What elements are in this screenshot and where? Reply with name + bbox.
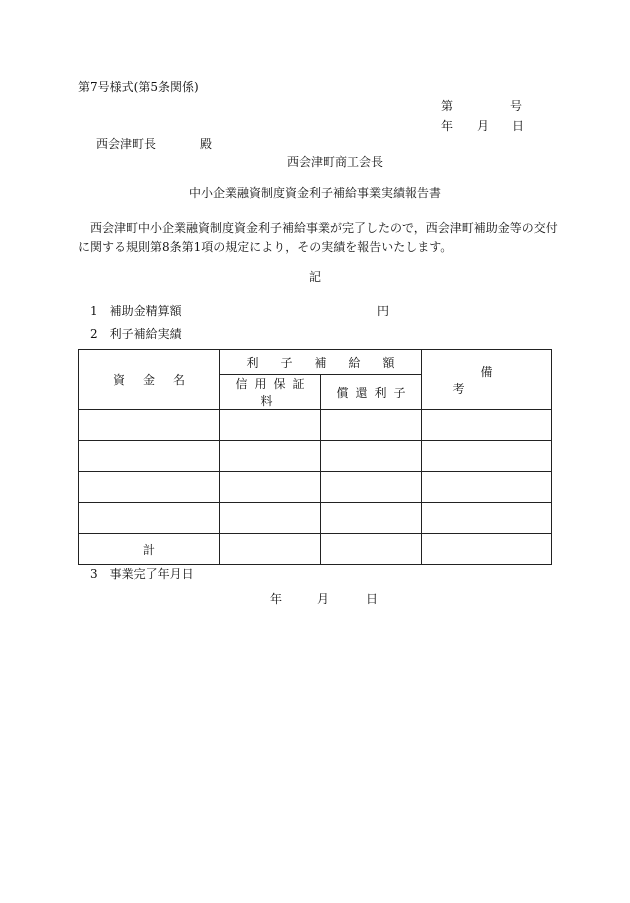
table-row <box>79 472 552 503</box>
completion-year-label: 年 <box>270 592 283 606</box>
remarks-header: 備考 <box>422 350 552 410</box>
date-day-label: 日 <box>512 119 525 133</box>
credit-guarantee-fee-header: 信用保証料 <box>220 375 321 410</box>
date-year-label: 年 <box>441 119 454 133</box>
total-credit-fee-cell[interactable] <box>220 534 321 565</box>
ki-marker: 記 <box>308 270 321 284</box>
document-number-label: 第 <box>441 99 454 113</box>
credit-fee-cell[interactable] <box>220 503 321 534</box>
table-total-row <box>79 534 552 565</box>
document-title: 中小企業融資制度資金利子補給事業実績報告書 <box>188 186 441 200</box>
addressee-honorific: 殿 <box>200 137 213 151</box>
repayment-interest-cell[interactable] <box>321 472 422 503</box>
fund-name-cell[interactable] <box>79 472 220 503</box>
fund-name-header: 資金名 <box>79 350 220 410</box>
date-month-label: 月 <box>477 119 490 133</box>
body-paragraph: 西会津町中小企業融資制度資金利子補給事業が完了したので，西会津町補助金等の交付に関する規則第8条第1項の規定により，その実績を報告いたします。 <box>78 221 558 254</box>
remarks-cell[interactable] <box>422 410 552 441</box>
table-row <box>79 410 552 441</box>
form-number: 第7号様式(第5条関係) <box>78 80 199 94</box>
fund-name-cell[interactable] <box>79 503 220 534</box>
settlement-amount-label: 1 補助金精算額 <box>90 304 182 318</box>
table-header-row <box>79 350 552 375</box>
repayment-interest-cell[interactable] <box>321 503 422 534</box>
interest-results-label: 2 利子補給実績 <box>90 327 182 341</box>
document-number-suffix: 号 <box>510 99 523 113</box>
credit-fee-cell[interactable] <box>220 472 321 503</box>
sender-name: 西会津町商工会長 <box>287 155 384 169</box>
repayment-interest-cell[interactable] <box>321 441 422 472</box>
table-row <box>79 503 552 534</box>
addressee-name: 西会津町長 <box>96 137 157 151</box>
table-row <box>79 441 552 472</box>
repayment-interest-cell[interactable] <box>321 410 422 441</box>
settlement-amount-unit: 円 <box>377 304 390 318</box>
credit-fee-cell[interactable] <box>220 441 321 472</box>
completion-month-label: 月 <box>317 592 330 606</box>
repayment-interest-header: 償還利子 <box>321 375 422 410</box>
fund-name-cell[interactable] <box>79 441 220 472</box>
remarks-cell[interactable] <box>422 472 552 503</box>
completion-date-label: 3 事業完了年月日 <box>90 567 194 581</box>
completion-day-label: 日 <box>366 592 379 606</box>
total-repayment-interest-cell[interactable] <box>321 534 422 565</box>
interest-subsidy-table <box>78 349 552 565</box>
interest-subsidy-header: 利子補給額 <box>220 350 422 375</box>
fund-name-cell[interactable] <box>79 410 220 441</box>
total-label: 計 <box>79 534 220 565</box>
total-remarks-cell[interactable] <box>422 534 552 565</box>
remarks-cell[interactable] <box>422 441 552 472</box>
credit-fee-cell[interactable] <box>220 410 321 441</box>
remarks-cell[interactable] <box>422 503 552 534</box>
